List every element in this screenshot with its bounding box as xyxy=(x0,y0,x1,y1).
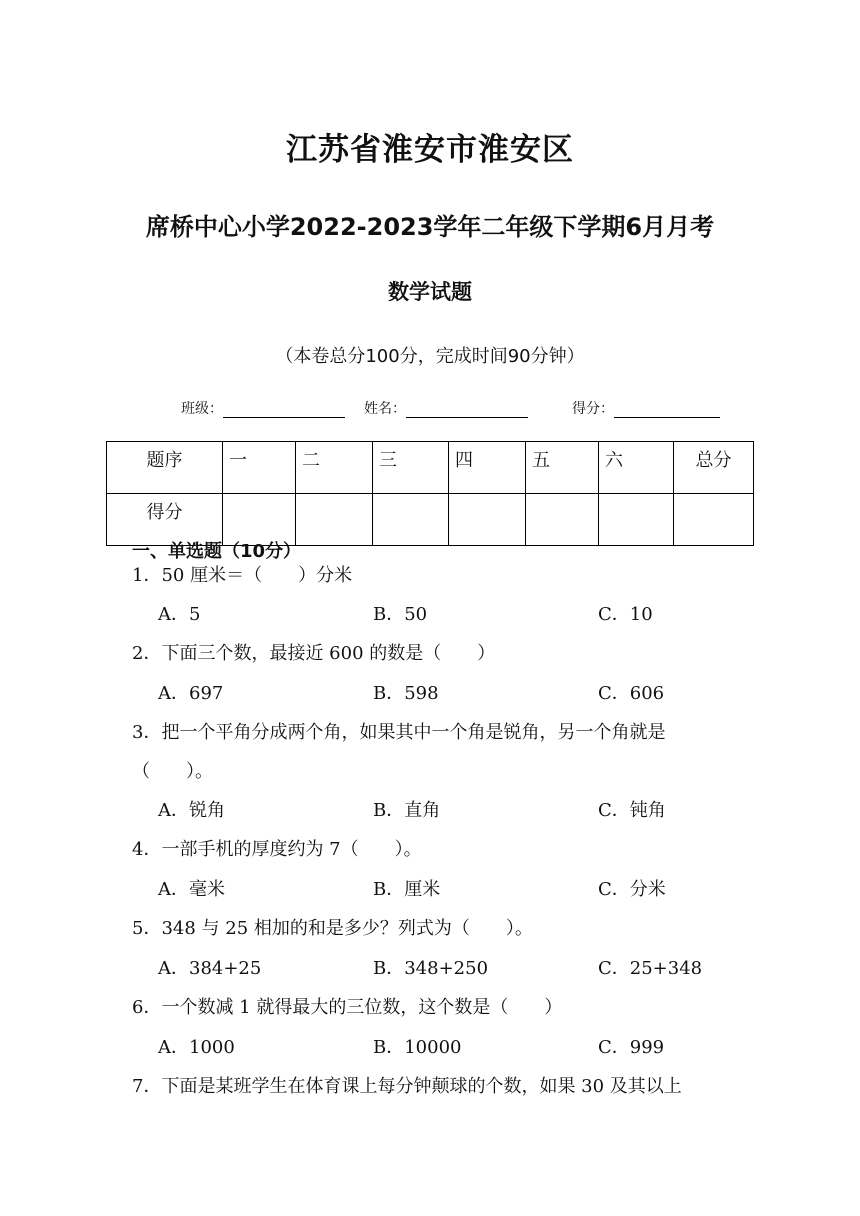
question-stem: 4．一部手机的厚度约为 7（ ）。 xyxy=(132,839,422,860)
option-b: B．10000 xyxy=(373,1037,462,1058)
section-heading: 一、单选题（10分） xyxy=(132,541,302,562)
table-header-cell: 六 xyxy=(599,442,674,494)
table-header-cell: 五 xyxy=(526,442,599,494)
score-cell[interactable] xyxy=(674,494,754,546)
option-b: B．50 xyxy=(373,604,428,625)
class-label: 班级： xyxy=(181,401,223,417)
option-a: A．697 xyxy=(158,683,224,704)
score-cell[interactable] xyxy=(296,494,373,546)
score-blank xyxy=(614,403,720,418)
title-line-2: 席桥中心小学2022-2023学年二年级下学期6月月考 xyxy=(145,213,715,241)
option-c: C．606 xyxy=(598,683,665,704)
score-cell[interactable] xyxy=(373,494,449,546)
option-a: A．1000 xyxy=(158,1037,235,1058)
option-c: C．10 xyxy=(598,604,653,625)
score-row-label: 得分 xyxy=(107,494,223,546)
option-a: A．毫米 xyxy=(158,879,225,900)
option-c: C．分米 xyxy=(598,879,666,900)
question-stem: 3．把一个平角分成两个角，如果其中一个角是锐角，另一个角就是 xyxy=(132,722,666,743)
table-header-cell: 题序 xyxy=(107,442,223,494)
option-b: B．直角 xyxy=(373,800,441,821)
option-b: B．348+250 xyxy=(373,958,489,979)
option-c: C．25+348 xyxy=(598,958,703,979)
question-stem: 1．50 厘米＝（ ）分米 xyxy=(132,565,353,586)
score-cell[interactable] xyxy=(449,494,526,546)
table-header-cell: 二 xyxy=(296,442,373,494)
score-cell[interactable] xyxy=(599,494,674,546)
title-line-3: 数学试题 xyxy=(388,280,472,304)
table-header-cell: 四 xyxy=(449,442,526,494)
score-label: 得分： xyxy=(572,401,614,417)
question-stem-continued: （ ）。 xyxy=(132,761,213,782)
option-a: A．5 xyxy=(158,604,201,625)
name-field xyxy=(364,398,528,418)
title-line-1: 江苏省淮安市淮安区 xyxy=(286,132,574,168)
option-b: B．598 xyxy=(373,683,439,704)
option-b: B．厘米 xyxy=(373,879,441,900)
exam-info: （本卷总分100分，完成时间90分钟） xyxy=(275,346,585,367)
table-header-cell: 一 xyxy=(223,442,296,494)
score-field xyxy=(572,398,720,418)
option-c: C．999 xyxy=(598,1037,665,1058)
table-header-cell: 三 xyxy=(373,442,449,494)
name-blank xyxy=(406,403,528,418)
class-field xyxy=(181,398,345,418)
option-a: A．锐角 xyxy=(158,800,225,821)
question-stem: 6．一个数减 1 就得最大的三位数，这个数是（ ） xyxy=(132,997,563,1018)
option-a: A．384+25 xyxy=(158,958,262,979)
score-cell[interactable] xyxy=(526,494,599,546)
question-stem: 2．下面三个数，最接近 600 的数是（ ） xyxy=(132,643,496,664)
class-blank xyxy=(223,403,345,418)
score-table xyxy=(106,441,754,546)
question-stem: 7．下面是某班学生在体育课上每分钟颠球的个数，如果 30 及其以上 xyxy=(132,1076,682,1097)
table-header-cell: 总分 xyxy=(674,442,754,494)
option-c: C．钝角 xyxy=(598,800,666,821)
name-label: 姓名： xyxy=(364,401,406,417)
score-table-header-row xyxy=(107,442,754,494)
question-stem: 5．348 与 25 相加的和是多少？列式为（ ）。 xyxy=(132,918,533,939)
